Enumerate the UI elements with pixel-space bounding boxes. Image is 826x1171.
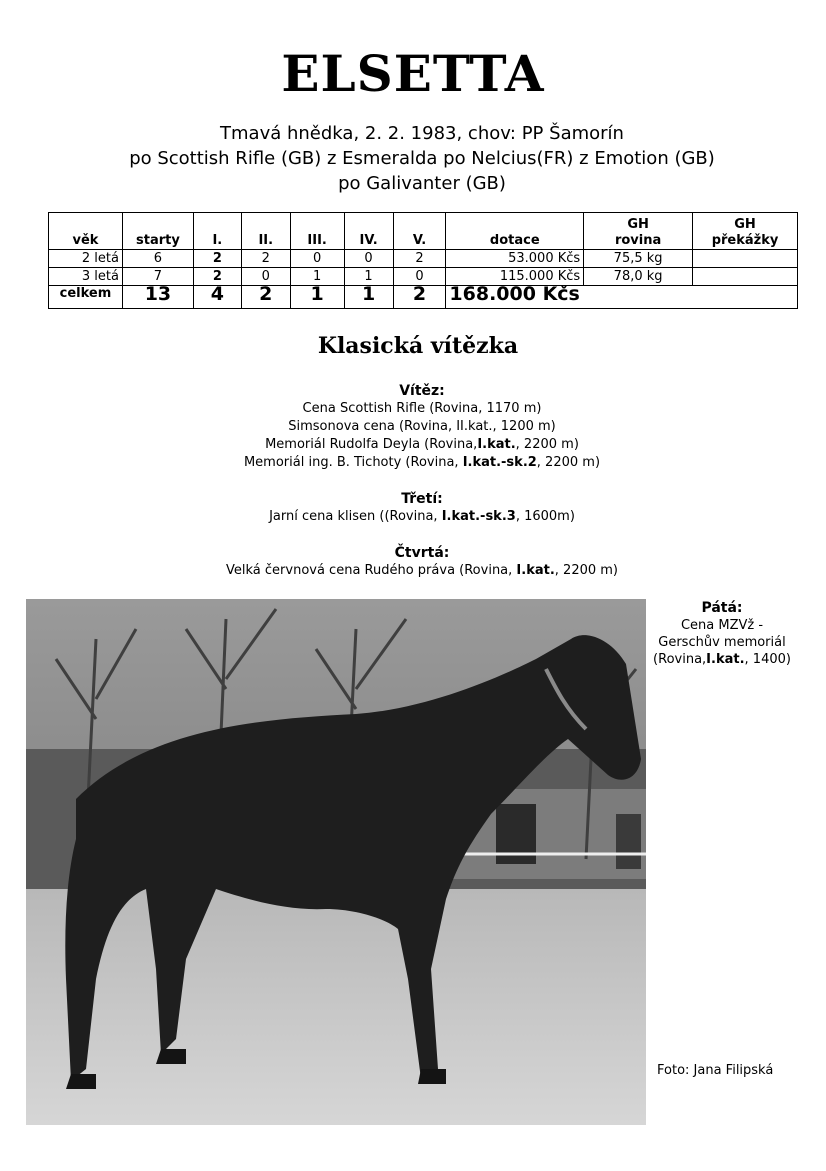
win-entry: Cena Scottish Rifle (Rovina, 1170 m) xyxy=(302,401,542,416)
row-third: 0 xyxy=(290,250,344,268)
row-gh-jump xyxy=(693,250,798,268)
subtitle-line-2: po Scottish Rifle (GB) z Esmeralda po Nelcius(FR) z Emotion (GB) xyxy=(129,148,715,169)
fourth-place-heading: Čtvrtá: xyxy=(394,545,450,561)
header-second: II. xyxy=(241,213,290,250)
row-fifth: 0 xyxy=(393,268,446,286)
header-gh-jump xyxy=(693,213,798,250)
table-header-row xyxy=(49,213,798,250)
header-gh-flat-top: GH xyxy=(627,217,649,232)
win-entry-category: I.kat.-sk.2 xyxy=(462,455,537,470)
place-entry-text: Jarní cena klisen ((Rovina, xyxy=(269,509,442,524)
place-entry-text: , 1600m) xyxy=(515,509,575,524)
row-first: 2 xyxy=(193,250,241,268)
classic-winner-heading: Klasická vítězka xyxy=(317,333,519,359)
place-entry-category: I.kat. xyxy=(516,563,555,578)
third-place-heading: Třetí: xyxy=(401,491,443,507)
fifth-entry-line-2: Gerschův memoriál xyxy=(658,635,786,650)
row-prize: 53.000 Kčs xyxy=(446,250,584,268)
wins-list xyxy=(0,382,826,580)
win-entry-text: , 2200 m) xyxy=(515,437,579,452)
photo-credit: Foto: Jana Filipská xyxy=(657,1063,774,1078)
fifth-entry-text: (Rovina, xyxy=(653,652,707,667)
row-third: 1 xyxy=(290,268,344,286)
header-fourth: IV. xyxy=(344,213,393,250)
fifth-place-heading: Pátá: xyxy=(701,600,743,616)
winner-heading: Vítěz: xyxy=(399,383,445,399)
total-fourth: 1 xyxy=(344,286,393,309)
win-entry xyxy=(0,436,826,454)
row-second: 0 xyxy=(241,268,290,286)
fifth-entry-line-3 xyxy=(646,651,798,668)
page-title: ELSETTA xyxy=(281,44,545,103)
row-starts: 6 xyxy=(122,250,193,268)
win-entry-text: Memoriál Rudolfa Deyla (Rovina, xyxy=(265,437,478,452)
row-fourth: 1 xyxy=(344,268,393,286)
header-gh-flat-bottom: rovina xyxy=(614,233,662,248)
place-entry xyxy=(0,562,826,580)
fifth-entry-text: , 1400) xyxy=(744,652,791,667)
win-entry-text: , 2200 m) xyxy=(536,455,601,470)
row-starts: 7 xyxy=(122,268,193,286)
row-age: 2 letá xyxy=(49,250,123,268)
total-first: 4 xyxy=(193,286,241,309)
place-entry-text: , 2200 m) xyxy=(554,563,618,578)
total-starts: 13 xyxy=(122,286,193,309)
row-gh-jump xyxy=(693,268,798,286)
header-first: I. xyxy=(193,213,241,250)
row-age: 3 letá xyxy=(49,268,123,286)
header-prize: dotace xyxy=(446,213,584,250)
win-entry xyxy=(0,454,826,472)
racing-stats-table xyxy=(48,212,798,309)
horse-photo xyxy=(26,599,646,1125)
place-entry xyxy=(0,508,826,526)
row-gh-flat: 75,5 kg xyxy=(584,250,693,268)
win-entry-category: I.kat. xyxy=(477,437,516,452)
table-total-row xyxy=(49,286,798,309)
subtitle-line-3: po Galivanter (GB) xyxy=(338,173,506,194)
total-prize: 168.000 Kčs xyxy=(446,286,798,309)
total-fifth: 2 xyxy=(393,286,446,309)
subtitle-line-1: Tmavá hnědka, 2. 2. 1983, chov: PP Šamorín xyxy=(220,123,624,144)
row-fifth: 2 xyxy=(393,250,446,268)
place-entry-category: I.kat.-sk.3 xyxy=(441,509,516,524)
header-gh-flat xyxy=(584,213,693,250)
total-second: 2 xyxy=(241,286,290,309)
header-fifth: V. xyxy=(393,213,446,250)
row-prize: 115.000 Kčs xyxy=(446,268,584,286)
win-entry-text: Memoriál ing. B. Tichoty (Rovina, xyxy=(243,455,463,470)
row-first: 2 xyxy=(193,268,241,286)
row-gh-flat: 78,0 kg xyxy=(584,268,693,286)
table-row xyxy=(49,250,798,268)
row-second: 2 xyxy=(241,250,290,268)
header-gh-jump-top: GH xyxy=(734,217,756,232)
total-third: 1 xyxy=(290,286,344,309)
row-fourth: 0 xyxy=(344,250,393,268)
header-gh-jump-bottom: překážky xyxy=(711,233,779,248)
win-entry: Simsonova cena (Rovina, II.kat., 1200 m) xyxy=(288,419,556,434)
fifth-entry-line-1: Cena MZVž - xyxy=(680,618,764,633)
fifth-place-block xyxy=(646,600,798,668)
total-label: celkem xyxy=(49,286,123,309)
fifth-entry-category: I.kat. xyxy=(706,652,745,667)
header-third: III. xyxy=(290,213,344,250)
header-starts: starty xyxy=(122,213,193,250)
place-entry-text: Velká červnová cena Rudého práva (Rovina, xyxy=(226,563,517,578)
header-age: věk xyxy=(49,213,123,250)
